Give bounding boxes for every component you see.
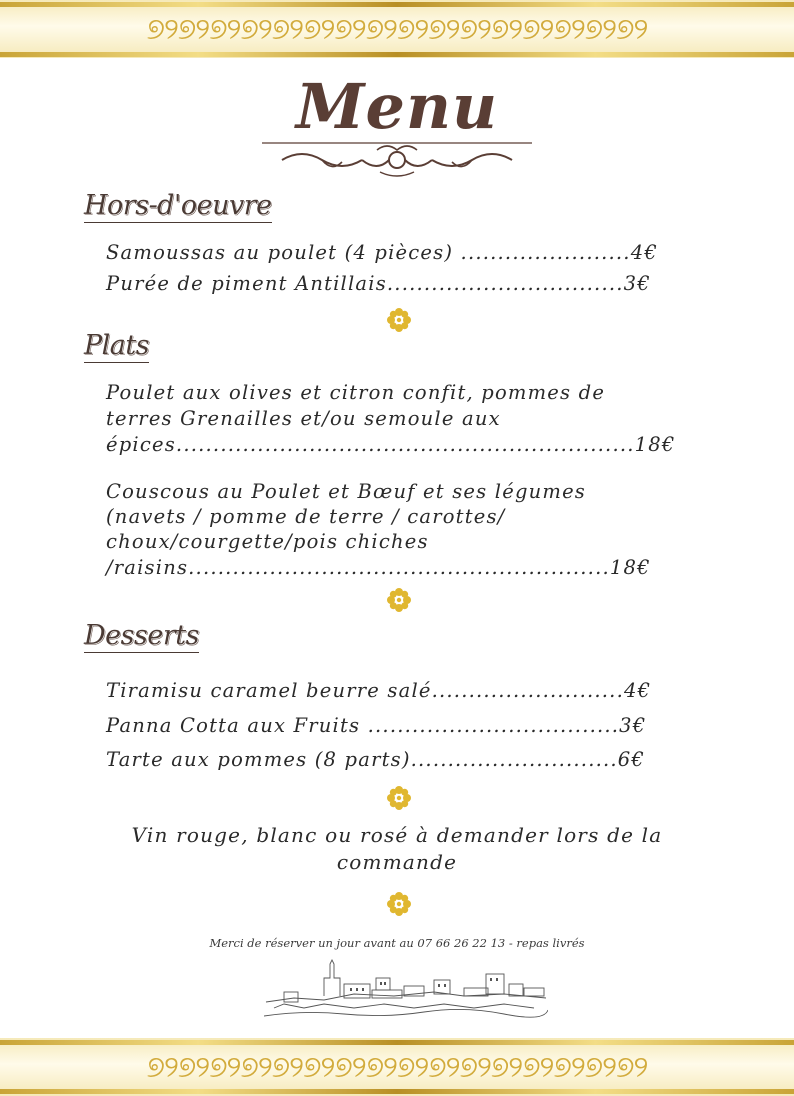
menu-item: épices..............................................................18€ [106, 433, 676, 456]
flower-icon [386, 587, 412, 613]
city-skyline-icon [264, 958, 548, 1024]
section-heading-plats: Plats [84, 330, 150, 361]
section-heading-desserts: Desserts [84, 620, 199, 651]
menu-item: /raisins.........................................................18€ [106, 556, 651, 579]
menu-item: Purée de piment Antillais................................3€ [106, 272, 651, 295]
flower-icon [386, 891, 412, 917]
title-ornament-icon [262, 140, 532, 180]
menu-item: Poulet aux olives et citron confit, pommes de [106, 381, 606, 404]
section-heading-hors-doeuvre: Hors-d'oeuvre [84, 190, 272, 221]
page-title: Menu [295, 70, 499, 143]
scroll-pattern: ୭୨୭୨୭୨୭୨୭୨୭୨୭୨୭୨୭୨୭୨୭୨୭୨୭୨୭୨୭୨୭୨ [146, 12, 648, 47]
menu-item: terres Grenailles et/ou semoule aux [106, 407, 501, 430]
menu-item: Samoussas au poulet (4 pièces) .......................4€ [106, 241, 658, 264]
bottom-border [0, 1038, 794, 1096]
border-rail [0, 52, 794, 57]
wine-note-line: commande [336, 850, 458, 874]
menu-item: choux/courgette/pois chiches [106, 530, 429, 553]
menu-item: (navets / pomme de terre / carottes/ [106, 505, 506, 528]
flower-icon [386, 785, 412, 811]
menu-item: Couscous au Poulet et Bœuf et ses légumes [106, 480, 587, 503]
flower-icon [386, 307, 412, 333]
wine-note-line: Vin rouge, blanc ou rosé à demander lors de la [131, 823, 663, 847]
border-rail [0, 2, 794, 7]
wine-note [100, 822, 694, 876]
menu-item: Panna Cotta aux Fruits ..................................3€ [106, 714, 647, 737]
menu-item: Tiramisu caramel beurre salé..........................4€ [106, 679, 652, 702]
border-rail [0, 1040, 794, 1045]
scroll-pattern: ୭୨୭୨୭୨୭୨୭୨୭୨୭୨୭୨୭୨୭୨୭୨୭୨୭୨୭୨୭୨୭୨ [146, 1050, 648, 1085]
border-rail [0, 1089, 794, 1094]
top-border [0, 0, 794, 58]
reservation-note: Merci de réserver un jour avant au 07 66 26 22 13 - repas livrés [209, 936, 585, 950]
menu-item: Tarte aux pommes (8 parts)............................6€ [106, 748, 646, 771]
